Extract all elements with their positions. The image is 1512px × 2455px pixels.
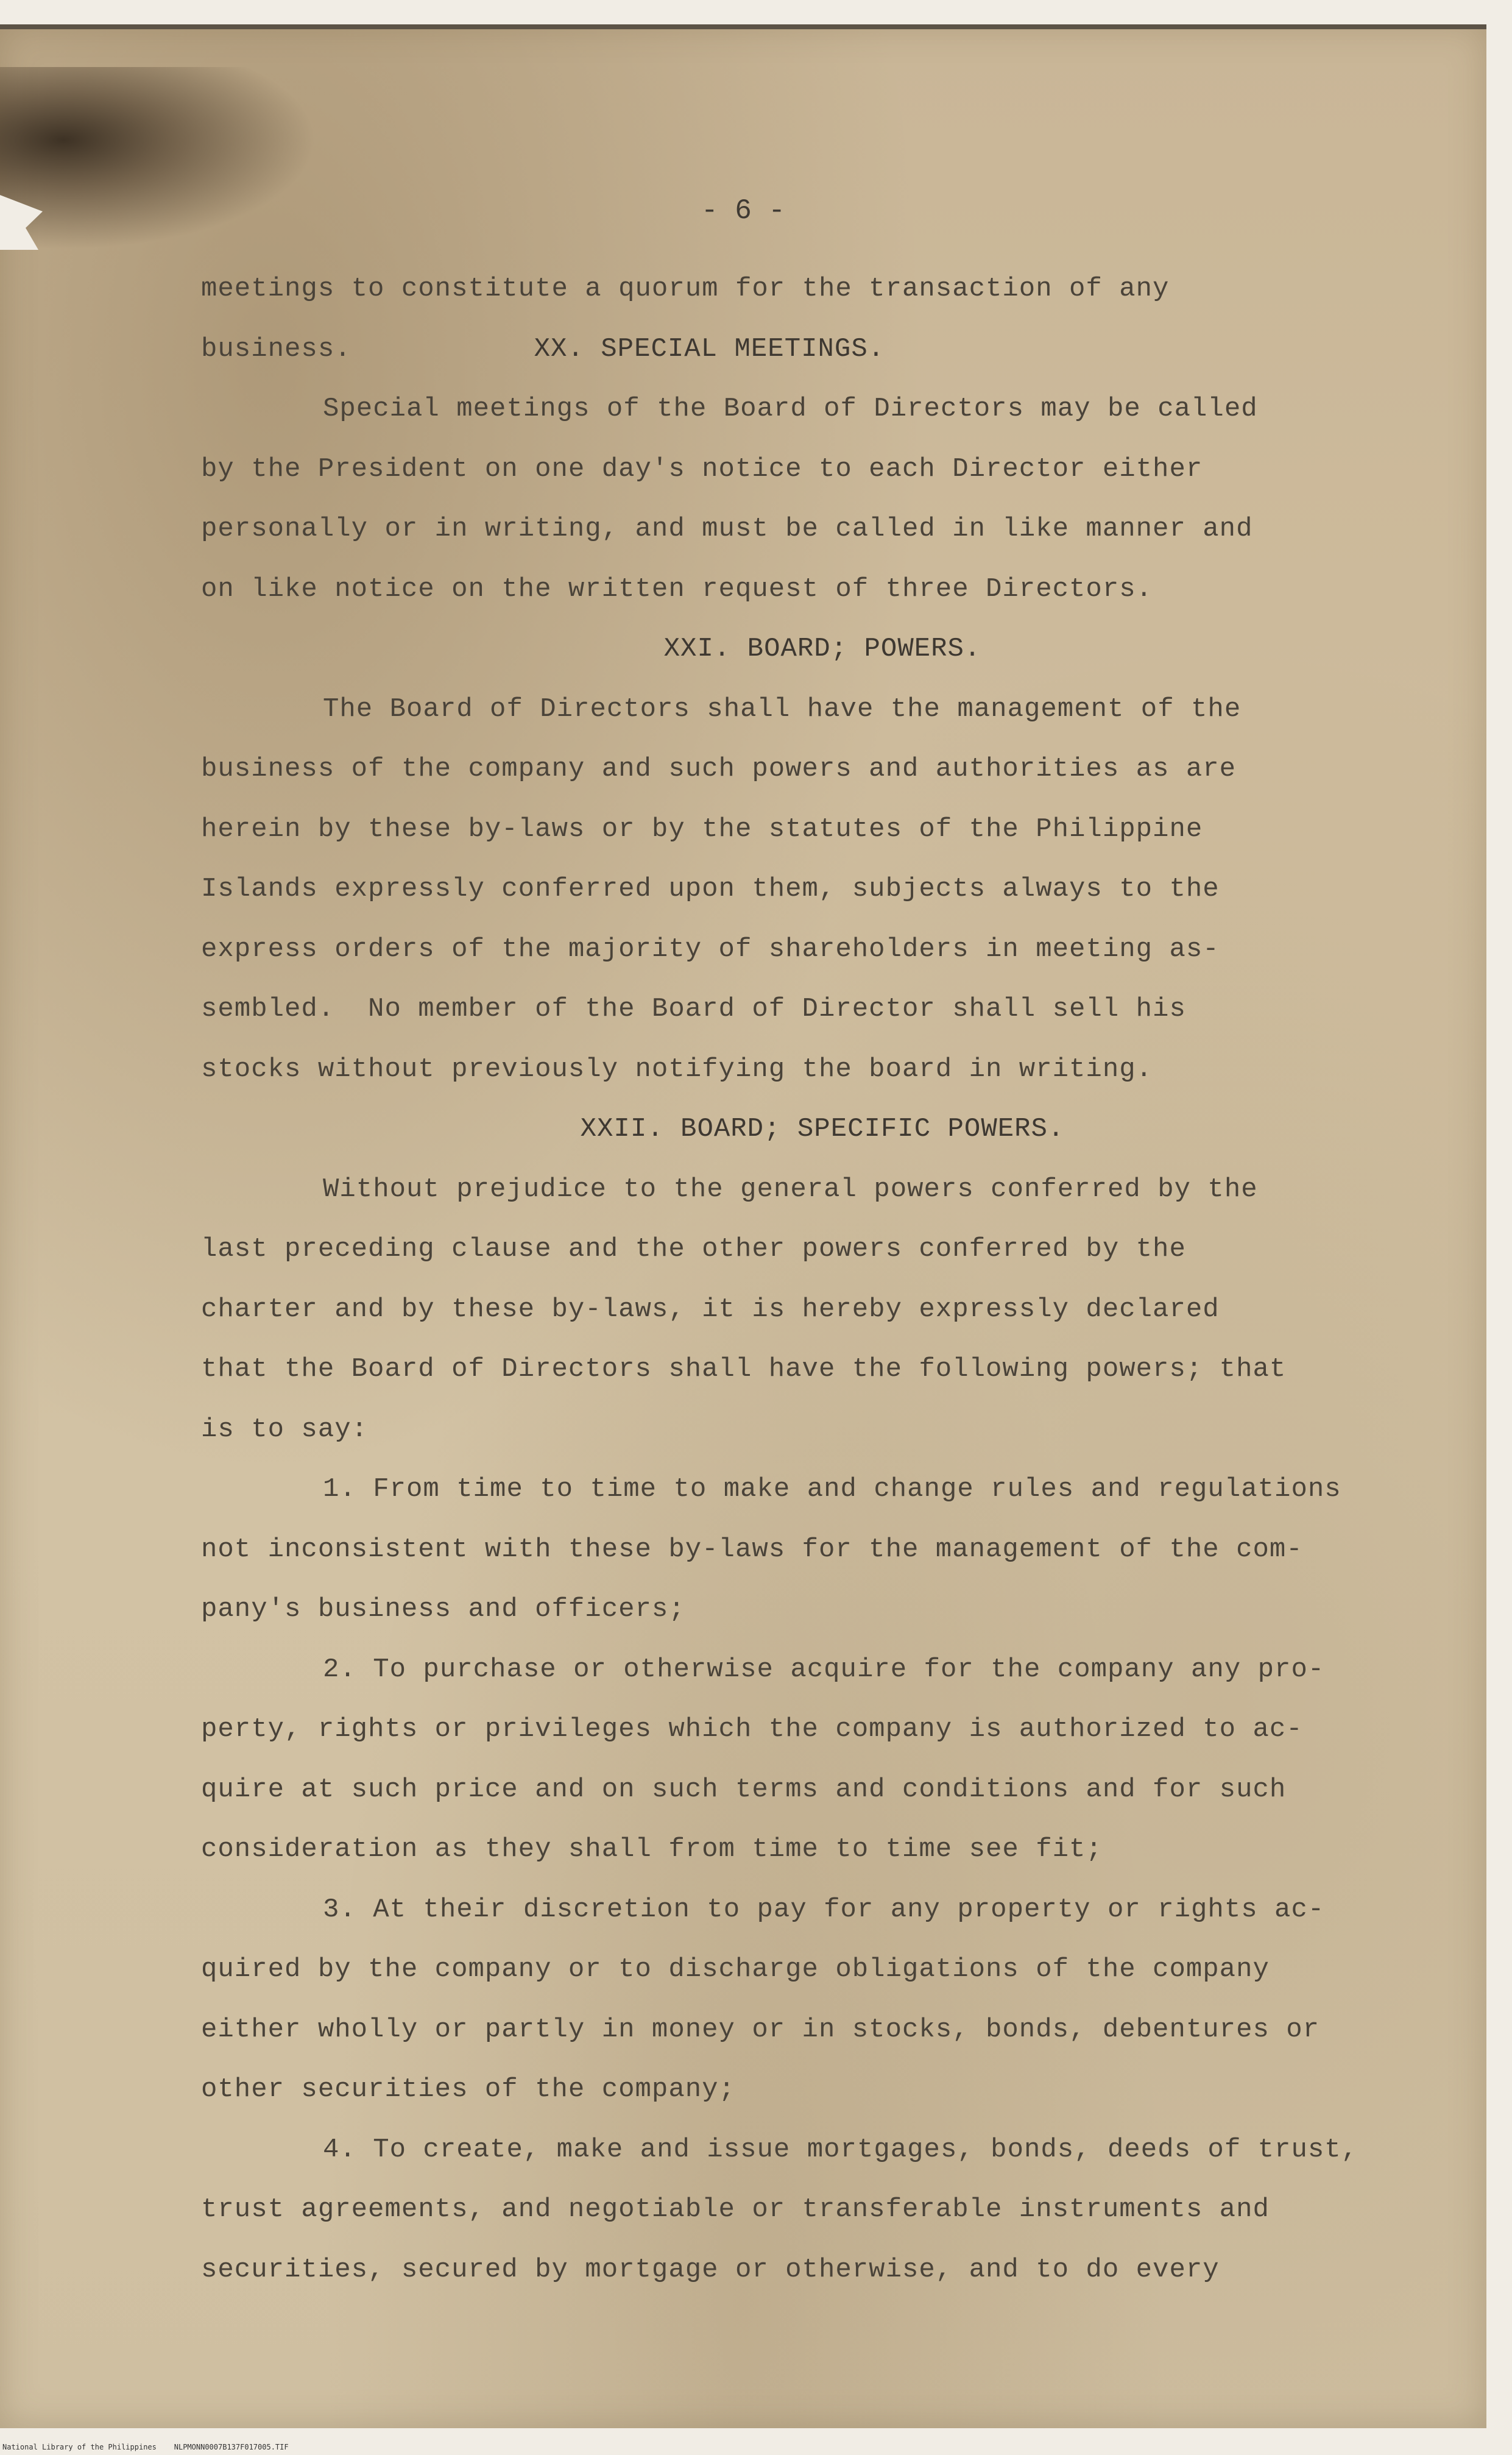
text-line: on like notice on the written request of three Directors.: [201, 573, 1153, 604]
text-line: meetings to constitute a quorum for the transaction of any: [201, 274, 1170, 304]
section-heading-xx: XX. SPECIAL MEETINGS.: [534, 333, 885, 364]
sheet-top-edge: [0, 24, 1486, 29]
text-line: either wholly or partly in money or in stocks, bonds, debentures or: [201, 2014, 1320, 2045]
list-item-2: 2. To purchase or otherwise acquire for the company any pro-: [323, 1654, 1325, 1685]
text-line: quire at such price and on such terms and conditions and for such: [201, 1774, 1287, 1805]
list-item-3: 3. At their discretion to pay for any property or rights ac-: [323, 1894, 1325, 1925]
text-line: quired by the company or to discharge obligations of the company: [201, 1954, 1270, 1985]
text-line: trust agreements, and negotiable or transferable instruments and: [201, 2194, 1270, 2225]
text-line: other securities of the company;: [201, 2074, 735, 2105]
page-number: - 6 -: [701, 195, 786, 227]
paragraph-start: Special meetings of the Board of Directors may be called: [323, 394, 1258, 424]
list-item-1: 1. From time to time to make and change rules and regulations: [323, 1474, 1341, 1504]
paragraph-start: The Board of Directors shall have the management of the: [323, 693, 1242, 724]
text-line: personally or in writing, and must be called in like manner and: [201, 514, 1253, 544]
text-line: by the President on one day's notice to each Director either: [201, 453, 1203, 484]
section-heading-xxi: XXI. BOARD; POWERS.: [663, 634, 981, 664]
text-line: stocks without previously notifying the board in writing.: [201, 1054, 1153, 1085]
text-line: herein by these by-laws or by the statutes of the Philippine: [201, 813, 1203, 845]
text-line: not inconsistent with these by-laws for the management of the com-: [201, 1534, 1303, 1565]
text-line: last preceding clause and the other powers conferred by the: [201, 1234, 1186, 1264]
text-line: [201, 319, 1444, 380]
text-line: pany's business and officers;: [201, 1594, 685, 1624]
text-line: express orders of the majority of shareholders in meeting as-: [201, 933, 1220, 965]
paragraph-start: Without prejudice to the general powers conferred by the: [323, 1174, 1258, 1205]
paper-sheet: [0, 24, 1486, 2428]
text-line: that the Board of Directors shall have the following powers; that: [201, 1354, 1287, 1384]
text-line: sembled. No member of the Board of Director shall sell his: [201, 994, 1186, 1024]
document-body: [201, 259, 1444, 2300]
text-line: business of the company and such powers and authorities as are: [201, 754, 1237, 784]
text-line: consideration as they shall from time to time see fit;: [201, 1834, 1103, 1865]
text-line: securities, secured by mortgage or otherwise, and to do every: [201, 2254, 1220, 2285]
text-line: charter and by these by-laws, it is hereby expressly declared: [201, 1294, 1220, 1325]
list-item-4: 4. To create, make and issue mortgages, bonds, deeds of trust,: [323, 2134, 1358, 2165]
section-heading-xxii: XXII. BOARD; SPECIFIC POWERS.: [580, 1114, 1065, 1144]
text-line: is to say:: [201, 1414, 369, 1445]
text-line: Islands expressly conferred upon them, subjects always to the: [201, 874, 1220, 904]
text-line: perty, rights or privileges which the company is authorized to ac-: [201, 1714, 1303, 1745]
archive-footer: National Library of the Philippines NLPMONN0007B137F017005.TIF: [2, 2443, 289, 2451]
text-fragment: business.: [201, 333, 352, 364]
